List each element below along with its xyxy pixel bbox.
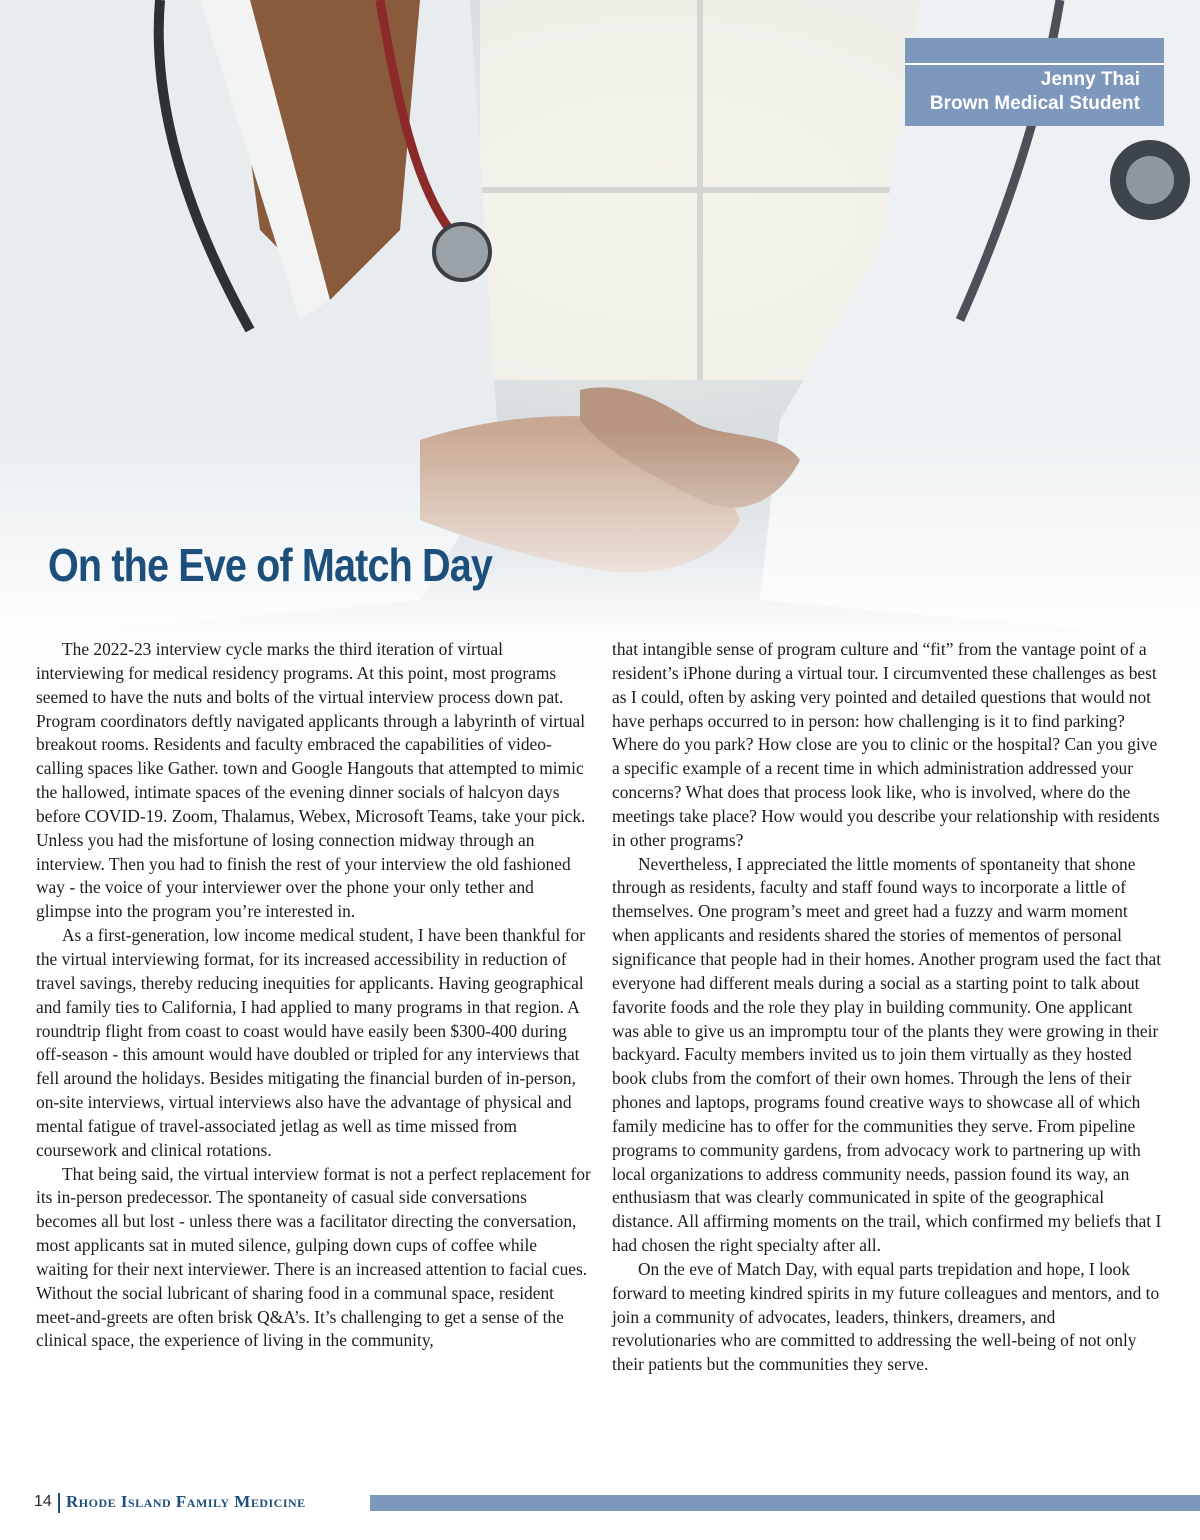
- article-title: On the Eve of Match Day: [48, 539, 493, 591]
- publication-name: Rhode Island Family Medicine: [66, 1492, 306, 1511]
- paragraph: The 2022-23 interview cycle marks the third iteration of virtual interviewing for medical residency programs. At this point, most programs seemed to have the nuts and bolts of the virtual interview process down pat. Program coordinators deftly navigated applicants through a labyrinth of virtual breakout rooms. Residents and faculty embraced the capabilities of video-calling spaces like Gather. town and Google Hangouts that attempted to mimic the hallowed, intimate spaces of the evening dinner socials of halcyon days before COVID-19. Zoom, Thalamus, Webex, Microsoft Teams, take your pick. Unless you had the misfortune of losing connection midway through an interview. Then you had to finish the rest of your interview the old fashioned way - the voice of your interviewer over the phone your only tether and glimpse into the program you’re interested in.: [36, 639, 586, 922]
- page-number: 14: [34, 1493, 52, 1510]
- author-name: Jenny Thai: [1040, 69, 1140, 90]
- paragraph: Nevertheless, I appreciated the little moments of spontaneity that shone through as residents, faculty and staff found ways to incorporate a little of themselves. One program’s meet and greet had a fuzzy and warm moment when applicants and residents shared the stories of mementos of personal significance that people had in their homes. Another program used the fact that everyone had different meals during a social as a starting point to talk about favorite foods and the role they play in building community. One applicant was able to give us an impromptu tour of the plants they were growing in their backyard. Faculty members invited us to join them virtually as they hosted book clubs from the comfort of their own homes. Through the lens of their phones and laptops, programs found creative ways to showcase all of which family medicine has to offer for the communities they serve. From pipeline programs to community gardens, from advocacy work to partnering up with local organizations to address community needs, passion found its way, an enthusiasm that was clearly communicated in spite of the geographical distance. All affirming moments on the trail, which confirmed my beliefs that I had chosen the right specialty after all.: [612, 853, 1162, 1256]
- byline-rule: [905, 63, 1164, 65]
- footer-bar: [370, 1495, 1200, 1511]
- paragraph: As a first-generation, low income medical student, I have been thankful for the virtual interviewing format, for its increased accessibility in reduction of travel savings, thereby reducing inequities for applicants. Having geographical and family ties to California, I had applied to many programs in that region. A roundtrip flight from coast to coast would have easily been $300-400 during off-season - this amount would have doubled or tripled for any interviews that fell around the holidays. Besides mitigating the financial burden of in-person, on-site interviews, virtual interviews also have the advantage of physical and mental fatigue of travel-associated jetlag as well as time missed from coursework and clinical rotations.: [36, 925, 585, 1160]
- right-column: [612, 638, 1162, 1377]
- page-footer: [0, 1488, 1200, 1518]
- paragraph: On the eve of Match Day, with equal parts trepidation and hope, I look forward to meeting kindred spirits in my future colleagues and mentors, and to join a community of advocates, leaders, thinkers, dreamers, and revolutionaries who are committed to addressing the well-being of not only their patients but the communities they serve.: [612, 1258, 1160, 1375]
- paragraph: that intangible sense of program culture and “fit” from the vantage point of a resident’s iPhone during a virtual tour. I circumvented these challenges as best as I could, often by asking very pointed and detailed questions that would not have perhaps occurred to in person: how challenging is it to find parking? Where do you park? How close are you to clinic or the hospital? Can you give a specific example of a recent time in which administration addressed your concerns? What does that process look like, who is involved, where do the meetings take place? How would you describe your relationship with residents in other programs?: [612, 639, 1160, 850]
- left-column: [36, 638, 592, 1353]
- footer-divider: [58, 1493, 60, 1513]
- paragraph: That being said, the virtual interview format is not a perfect replacement for its in-person predecessor. The spontaneity of casual side conversations becomes all but lost - unless there was a facilitator directing the conversation, most applicants sat in muted silence, gulping down cups of coffee while waiting for their next interviewer. There is an increased attention to facial cues. Without the social lubricant of sharing food in a communal space, resident meet-and-greets are often brisk Q&A’s. It’s challenging to get a sense of the clinical space, the experience of living in the community,: [36, 1163, 591, 1351]
- author-byline: [905, 38, 1164, 126]
- author-block: [930, 68, 1140, 116]
- author-affiliation: Brown Medical Student: [929, 93, 1140, 114]
